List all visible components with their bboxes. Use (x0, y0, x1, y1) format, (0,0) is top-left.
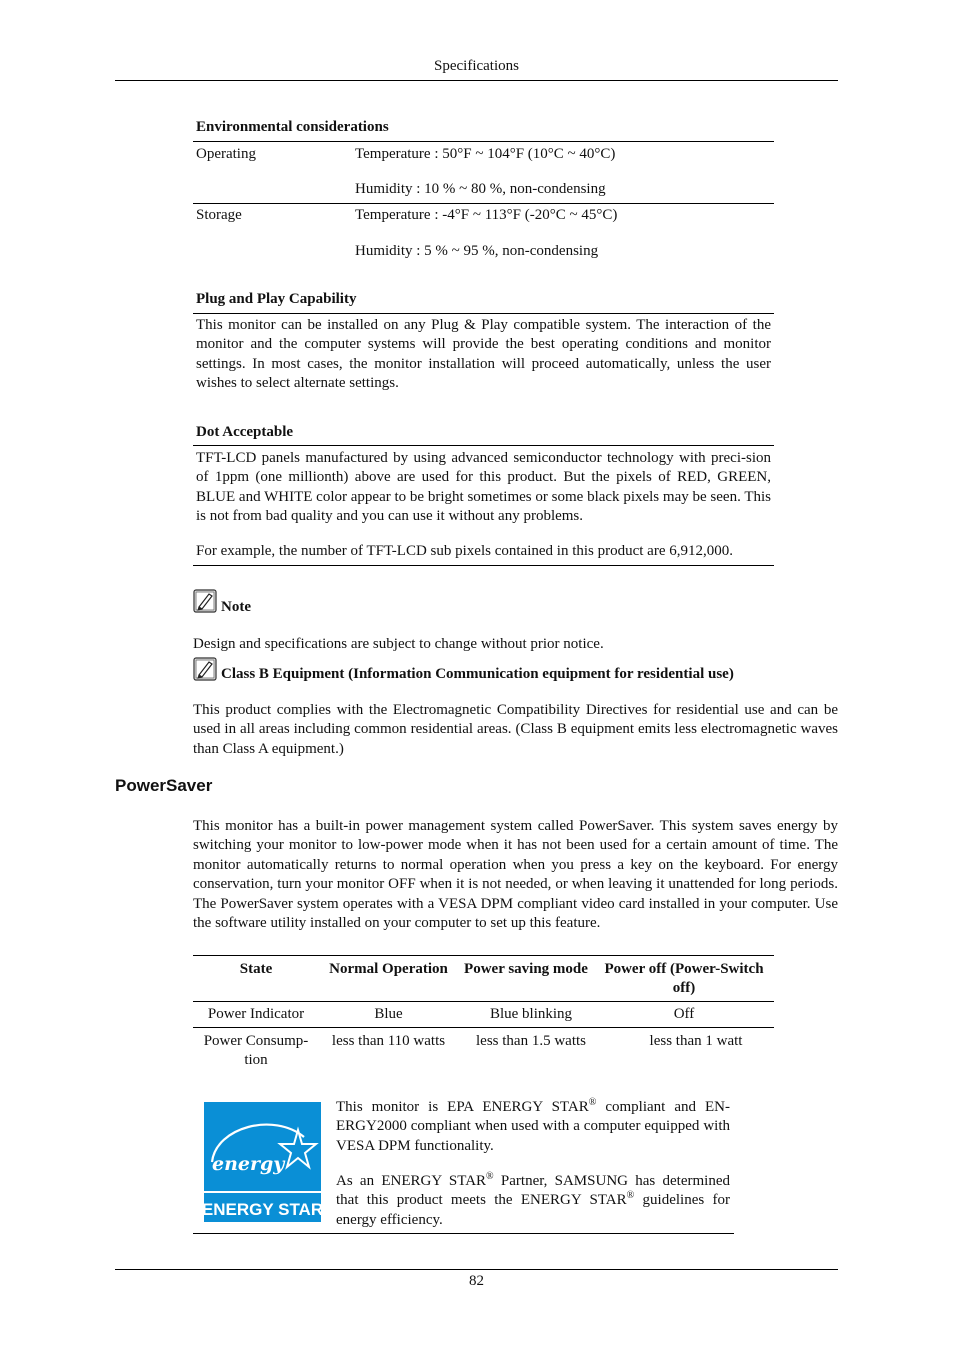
energy-text-1 (336, 1098, 730, 1156)
page-header-title: Specifications (434, 58, 519, 74)
energy-text-2 (336, 1172, 730, 1230)
env-row-rule (193, 203, 774, 204)
env-heading: Environmental considerations (196, 119, 389, 135)
energy-text-1b: compliant and EN-ERGY2000 compliant when used with a computer equipped with VESA DPM functionality. (336, 1099, 730, 1154)
registered-mark: ® (588, 1097, 597, 1108)
energy-star-logo-label: ENERGY STAR (204, 1200, 321, 1219)
note-text: Design and specifications are subject to change without prior notice. (193, 636, 604, 652)
power-table-header-rule (193, 1001, 774, 1002)
power-table-top-rule (193, 955, 774, 956)
power-table-header-state: State (239, 961, 273, 977)
power-table-header-off: Power off (Power-Switch off) (604, 961, 764, 996)
page-number: 82 (469, 1273, 484, 1289)
env-storage-label: Storage (196, 207, 242, 223)
env-storage-humidity: Humidity : 5 % ~ 95 %, non-condensing (355, 243, 599, 259)
energy-text-2b: Partner, SAMSUNG has determined that this product meets the ENERGY STAR (336, 1173, 730, 1209)
footer-rule (115, 1269, 838, 1270)
powersaver-text: This monitor has a built-in power management system called PowerSaver. This system saves energy by switching your monitor to low-power mode when it has not been used for a certain amount of time. The monitor automatically returns to normal operation when you press a key on the keyboard. For energy conservation, turn your monitor OFF when it is not needed, or when leaving it unattended for long periods. The PowerSaver system operates with a VESA DPM compliant video card installed in your computer. Use the software utility installed on your computer to set up this feature. (193, 818, 838, 932)
power-table-cell: Power Indicator (207, 1006, 305, 1022)
energy-text-1a: This monitor is EPA ENERGY STAR (336, 1099, 589, 1115)
dot-text-2: For example, the number of TFT-LCD sub pixels contained in this product are 6,912,000. (196, 543, 733, 559)
energy-text-2a: As an ENERGY STAR (336, 1173, 487, 1189)
energy-star-logo (204, 1102, 321, 1222)
header-rule (115, 80, 838, 81)
energy-star-logo-script: energy (212, 1153, 285, 1175)
note-label: Note (221, 599, 251, 615)
power-table-cell: Blue blinking (489, 1006, 573, 1022)
note-icon (193, 589, 217, 613)
power-table-cell: Power Consump-tion (203, 1033, 309, 1068)
energy-bottom-rule (193, 1233, 734, 1234)
dot-text-1: TFT-LCD panels manufactured by using advanced semiconductor technology with preci-sion of 1ppm (one millionth) above are used for this product. But the pixels of RED, GREEN, BLUE and WHITE color appear to be bright sometimes or some black pixels may be seen. This is not from bad quality and you can use it without any problems. (196, 450, 771, 525)
dot-heading: Dot Acceptable (196, 424, 294, 440)
power-table-cell: less than 1 watt (649, 1033, 743, 1049)
pnp-heading: Plug and Play Capability (196, 291, 357, 307)
power-table-cell: less than 110 watts (331, 1033, 446, 1049)
env-operating-humidity: Humidity : 10 % ~ 80 %, non-condensing (355, 181, 606, 197)
class-b-text: This product complies with the Electromagnetic Compatibility Directives for residential use and can be used in all areas including common residential areas. (Class B equipment emits less electromagnetic waves than Class A equipment.) (193, 702, 838, 757)
registered-mark: ® (486, 1171, 494, 1182)
pnp-heading-rule (193, 313, 774, 314)
class-b-note-icon (193, 657, 217, 681)
pnp-text: This monitor can be installed on any Plug & Play compatible system. The interaction of the monitor and the computer systems will provide the best operating conditions and monitor settings. In most cases, the monitor installation will proceed automatically, unless the user wishes to select alternate settings. (196, 317, 771, 392)
dot-bottom-rule (193, 565, 774, 566)
power-table-cell: Blue (374, 1006, 403, 1022)
power-table-cell: Off (673, 1006, 695, 1022)
env-storage-temp: Temperature : -4°F ~ 113°F (-20°C ~ 45°C) (355, 207, 618, 223)
power-table-cell: less than 1.5 watts (476, 1033, 586, 1049)
registered-mark: ® (626, 1190, 635, 1202)
class-b-label: Class B Equipment (Information Communication equipment for residential use) (221, 666, 734, 682)
power-table-row-rule (193, 1027, 774, 1028)
env-operating-label: Operating (196, 146, 256, 162)
dot-heading-rule (193, 445, 774, 446)
powersaver-heading: PowerSaver (115, 776, 213, 795)
power-table-header-normal: Normal Operation (329, 961, 448, 977)
power-table-header-saving: Power saving mode (464, 961, 588, 977)
energy-text-2c: guidelines for energy efficiency. (336, 1192, 730, 1228)
env-heading-rule (193, 141, 774, 142)
env-operating-temp: Temperature : 50°F ~ 104°F (10°C ~ 40°C) (355, 146, 616, 162)
